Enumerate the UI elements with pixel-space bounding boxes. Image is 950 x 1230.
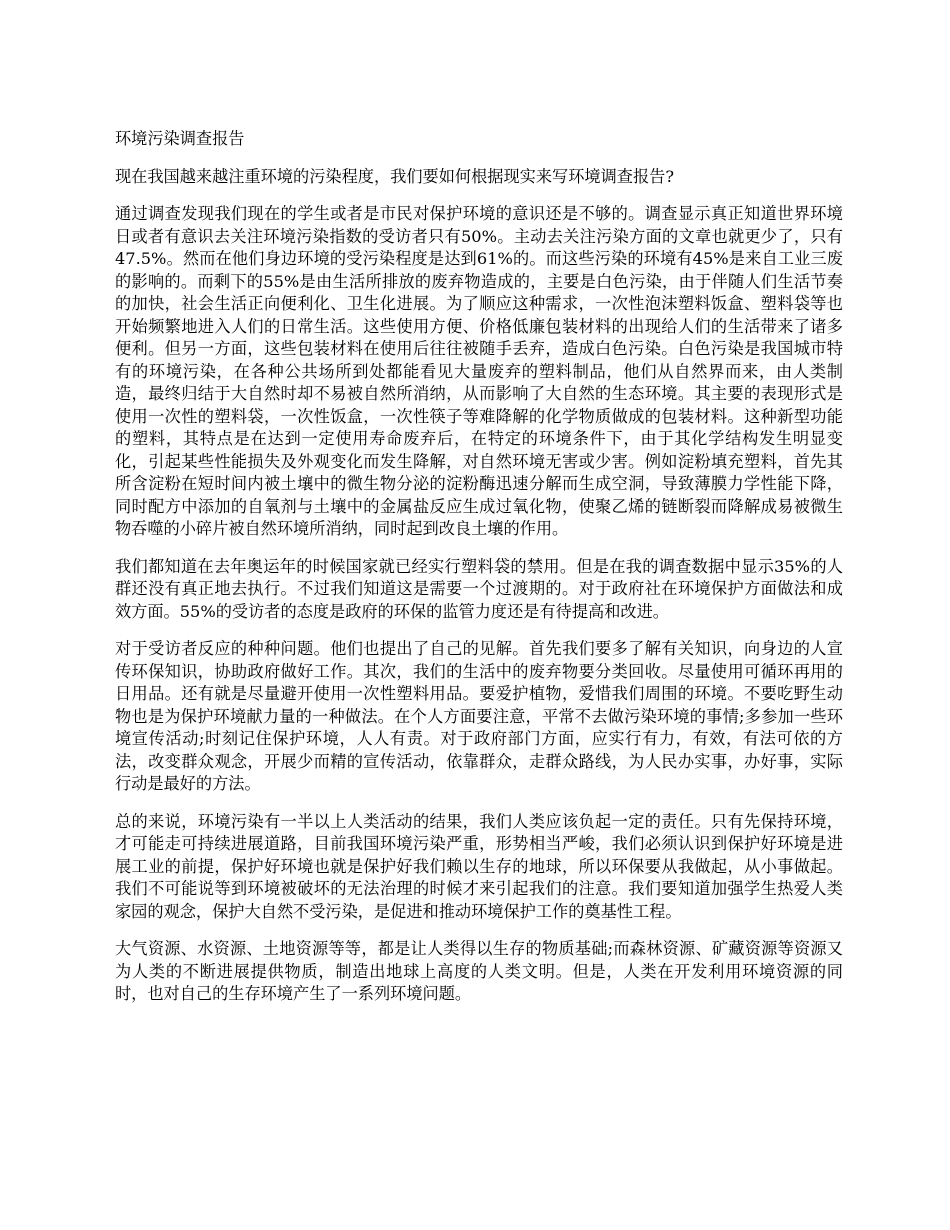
paragraph-plastic-ban: 我们都知道在去年奥运年的时候国家就已经实行塑料袋的禁用。但是在我的调查数据中显示35%的人群还没有真正地去执行。不过我们知道这是需要一个过渡期的。对于政府社在环境保护方面做法和成效方面。55%的受访者的态度是政府的环保的监管力度还是有待提高和改进。 <box>115 556 843 621</box>
paragraph-suggestions: 对于受访者反应的种种问题。他们也提出了自己的见解。首先我们要多了解有关知识，向身边的人宣传环保知识，协助政府做好工作。其次，我们的生活中的废弃物要分类回收。尽量使用可循环再用的日用品。还有就是尽量避开使用一次性塑料用品。要爱护植物，爱惜我们周围的环境。不要吃野生动物也是为保护环境献力量的一种做法。在个人方面要注意，平常不去做污染环境的事情;多参加一些环境宣传活动;时刻记住保护环境，人人有责。对于政府部门方面，应实行有力，有效，有法可依的方法，改变群众观念，开展少而精的宣传活动，依靠群众，走群众路线，为人民办实事，办好事，实际行动是最好的方法。 <box>115 639 843 793</box>
document-page <box>115 128 843 1021</box>
paragraph-survey-findings: 通过调查发现我们现在的学生或者是市民对保护环境的意识还是不够的。调查显示真正知道世界环境日或者有意识去关注环境污染指数的受访者只有50%。主动去关注污染方面的文章也就更少了，只有47.5%。然而在他们身边环境的受污染程度是达到61%的。而这些污染的环境有45%是来自工业三废的影响的。而剩下的55%是由生活所排放的废弃物造成的，主要是白色污染，由于伴随人们生活节奏的加快，社会生活正向便利化、卫生化进展。为了顺应这种需求，一次性泡沫塑料饭盒、塑料袋等也开始频繁地进入人们的日常生活。这些使用方便、价格低廉包装材料的出现给人们的生活带来了诸多便利。但另一方面，这些包装材料在使用后往往被随手丢弃，造成白色污染。白色污染是我国城市特有的环境污染，在各种公共场所到处都能看见大量废弃的塑料制品，他们从自然界而来，由人类制造，最终归结于大自然时却不易被自然所消纳，从而影响了大自然的生态环境。其主要的表现形式是使用一次性的塑料袋，一次性饭盒，一次性筷子等难降解的化学物质做成的包装材料。这种新型功能的塑料，其特点是在达到一定使用寿命废弃后，在特定的环境条件下，由于其化学结构发生明显变化，引起某些性能损失及外观变化而发生降解，对自然环境无害或少害。例如淀粉填充塑料，首先其所含淀粉在短时间内被土壤中的微生物分泌的淀粉酶迅速分解而生成空洞，导致薄膜力学性能下降，同时配方中添加的自氧剂与土壤中的金属盐反应生成过氧化物，使聚乙烯的链断裂而降解成易被微生物吞噬的小碎片被自然环境所消纳，同时起到改良土壤的作用。 <box>115 204 843 538</box>
lead-question: 现在我国越来越注重环境的污染程度，我们要如何根据现实来写环境调查报告? <box>115 166 675 186</box>
document-title: 环境污染调查报告 <box>115 129 245 148</box>
paragraph-resources: 大气资源、水资源、土地资源等等，都是让人类得以生存的物质基础;而森林资源、矿藏资源等资源又为人类的不断进展提供物质，制造出地球上高度的人类文明。但是，人类在开发利用环境资源的同时，也对自己的生存环境产生了一系列环境问题。 <box>115 939 843 1003</box>
paragraph-conclusion: 总的来说，环境污染有一半以上人类活动的结果，我们人类应该负起一定的责任。只有先保持环境，才可能走可持续进展道路，目前我国环境污染严重，形势相当严峻，我们必须认识到保护好环境是进展工业的前提，保护好环境也就是保护好我们赖以生存的地球，所以环保要从我做起，从小事做起。我们不可能说等到环境被破坏的无法治理的时候才来引起我们的注意。我们要知道加强学生热爱人类家园的观念，保护大自然不受污染，是促进和推动环境保护工作的奠基性工程。 <box>115 811 843 921</box>
